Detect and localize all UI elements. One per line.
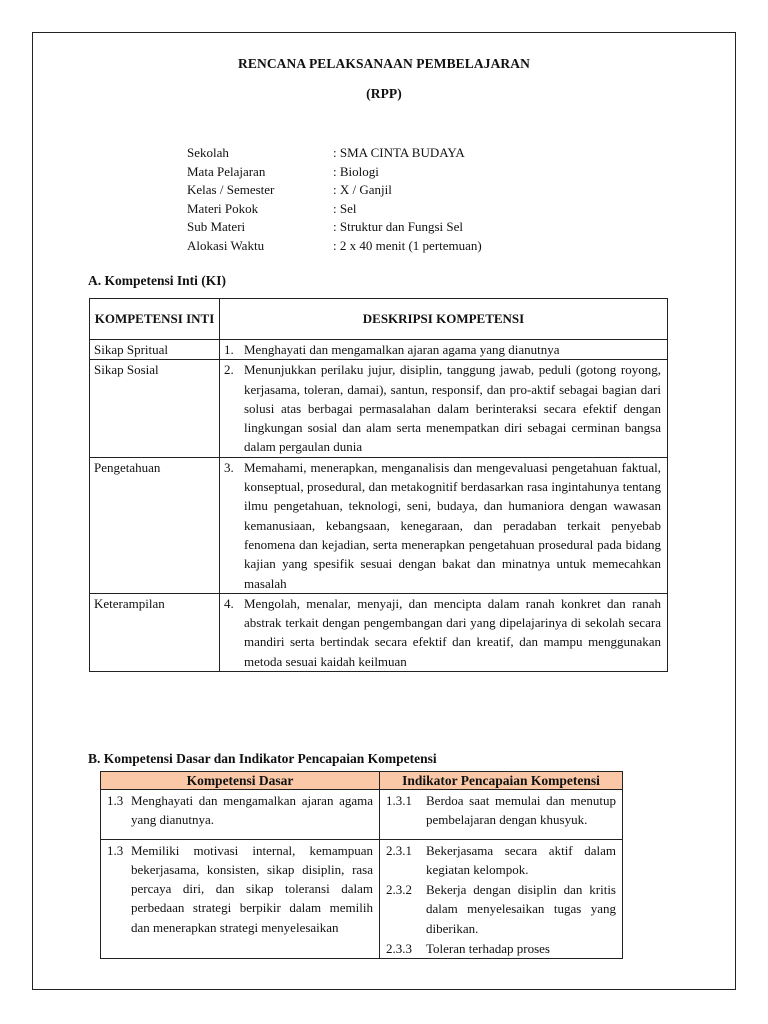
section-b-heading: B. Kompetensi Dasar dan Indikator Pencapaian Kompetensi xyxy=(88,751,437,766)
identity-row-subtopic xyxy=(187,218,482,237)
indicator-cell xyxy=(380,839,623,959)
indicator-item xyxy=(386,880,616,938)
column-header-indicator: Indikator Pencapaian Kompetensi xyxy=(380,772,623,790)
indicator-number: 2.3.3 xyxy=(386,941,412,957)
kompetensi-inti-table xyxy=(89,298,668,672)
identity-label: Alokasi Waktu xyxy=(187,237,265,253)
identity-value: : SMA CINTA BUDAYA xyxy=(333,144,465,163)
table-row xyxy=(90,340,668,360)
item-text: Menunjukkan perilaku jujur, disiplin, tanggung jawab, peduli (gotong royong, kerjasama, toleran, damai), santun, responsif, dan pro-aktif sebagai bagian dari solusi atas berbagai permasalahan dalam berinteraksi secara efektif dengan lingkungan sosial dan alam serta menempatkan diri sebagai cerminan bangsa dalam pergaulan dunia xyxy=(244,362,661,455)
identity-label: Materi Pokok xyxy=(187,200,259,216)
item-number: 1. xyxy=(224,342,234,357)
item-number: 4. xyxy=(224,595,234,611)
kd-cell xyxy=(101,790,380,840)
description-cell xyxy=(220,340,668,360)
identity-label: Sub Materi xyxy=(187,219,246,235)
section-a-heading: A. Kompetensi Inti (KI) xyxy=(88,273,226,288)
kd-text: Memiliki motivasi internal, kemampuan bekerjasama, konsisten, sikap disiplin, rasa percaya diri, dan sikap toleransi dalam perbedaan strategi berpikir dalam memilih dan menerapkan strategi menyelesaikan xyxy=(131,842,373,935)
aspect-cell: Pengetahuan xyxy=(90,457,220,593)
indicator-text: Toleran terhadap proses xyxy=(426,941,550,957)
indicator-number: 2.3.2 xyxy=(386,882,412,898)
table-row xyxy=(90,457,668,593)
item-text: Menghayati dan mengamalkan ajaran agama yang dianutnya xyxy=(244,342,560,357)
item-number: 2. xyxy=(224,362,234,378)
identity-label: Kelas / Semester xyxy=(187,182,275,198)
identity-label: Sekolah xyxy=(187,145,229,160)
indicator-text: Berdoa saat memulai dan menutup pembelajaran dengan khusyuk. xyxy=(426,793,616,828)
table-row xyxy=(101,839,623,959)
indicator-text: Bekerja dengan disiplin dan kritis dalam menyelesaikan tugas yang diberikan. xyxy=(426,882,616,936)
indicator-cell xyxy=(380,790,623,840)
document-subtitle: (RPP) xyxy=(366,86,402,101)
aspect-cell: Sikap Sosial xyxy=(90,360,220,457)
identity-value: : X / Ganjil xyxy=(333,181,392,200)
identity-row-class xyxy=(187,181,482,200)
table-header-row xyxy=(101,772,623,790)
identity-label: Mata Pelajaran xyxy=(187,163,266,179)
kompetensi-dasar-table xyxy=(100,771,623,959)
table-row xyxy=(90,593,668,671)
identity-row-time xyxy=(187,237,482,256)
description-cell xyxy=(220,360,668,457)
item-text: Memahami, menerapkan, menganalisis dan mengevaluasi pengetahuan faktual, konseptual, prosedural, dan metakognitif berdasarkan rasa ingintahunya tentang ilmu pengetahuan, teknologi, seni, budaya, dan humaniora dengan wawasan kemanusiaan, kebangsaan, kenegaraan, dan peradaban terkait penyebab fenomena dan kejadian, serta menerapkan pengetahuan prosedural pada bidang kajian yang spesifik sesuai dengan bakat dan minatnya untuk memecahkan masalah xyxy=(244,459,661,591)
identity-row-topic xyxy=(187,200,482,219)
identity-value: : 2 x 40 menit (1 pertemuan) xyxy=(333,237,482,256)
column-header-kd: Kompetensi Dasar xyxy=(101,772,380,790)
kd-number: 1.3 xyxy=(107,842,124,858)
kd-text: Menghayati dan mengamalkan ajaran agama yang dianutnya. xyxy=(131,793,373,828)
document-title: RENCANA PELAKSANAAN PEMBELAJARAN xyxy=(238,56,530,71)
identity-block xyxy=(187,144,482,256)
table-row xyxy=(90,360,668,457)
aspect-cell: Sikap Spritual xyxy=(90,340,220,360)
indicator-item xyxy=(386,939,616,958)
identity-value: : Biologi xyxy=(333,163,379,182)
indicator-number: 2.3.1 xyxy=(386,842,412,858)
description-cell xyxy=(220,457,668,593)
item-text: Mengolah, menalar, menyaji, dan mencipta dalam ranah konkret dan ranah abstrak terkait dengan pengembangan dari yang dipelajarinya di sekolah secara mandiri serta bertindak secara efektif dan kreatif, dan mampu menggunakan metoda sesuai kaidah keilmuan xyxy=(244,595,661,669)
kd-number: 1.3 xyxy=(107,793,124,808)
kd-cell xyxy=(101,839,380,959)
column-header-description: DESKRIPSI KOMPETENSI xyxy=(220,299,668,340)
table-header-row xyxy=(90,299,668,340)
table-row xyxy=(101,790,623,840)
indicator-number: 1.3.1 xyxy=(386,793,412,808)
identity-value: : Struktur dan Fungsi Sel xyxy=(333,218,463,237)
identity-value: : Sel xyxy=(333,200,357,219)
identity-row-subject xyxy=(187,163,482,182)
column-header-aspect: KOMPETENSI INTI xyxy=(90,299,220,340)
identity-row-school xyxy=(187,144,482,163)
description-cell xyxy=(220,593,668,671)
indicator-item xyxy=(386,791,616,830)
item-number: 3. xyxy=(224,459,234,475)
aspect-cell: Keterampilan xyxy=(90,593,220,671)
indicator-text: Bekerjasama secara aktif dalam kegiatan kelompok. xyxy=(426,842,616,877)
indicator-item xyxy=(386,841,616,880)
